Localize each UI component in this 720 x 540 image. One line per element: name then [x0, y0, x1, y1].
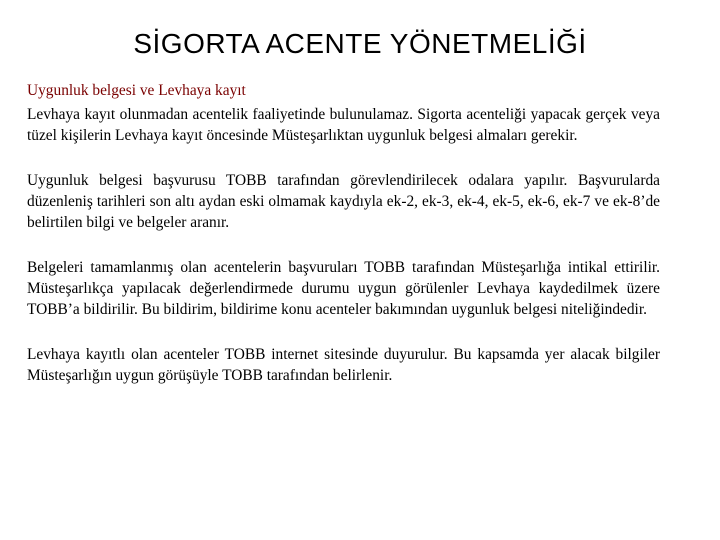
paragraph-4: Levhaya kayıtlı olan acenteler TOBB internet sitesinde duyurulur. Bu kapsamda yer alacak bilgiler Müsteşarlığın uygun görüşüyle TOBB tarafından belirlenir.	[27, 346, 660, 384]
paragraph-1: Levhaya kayıt olunmadan acentelik faaliyetinde bulunulamaz. Sigorta acenteliği yapacak gerçek veya tüzel kişilerin Levhaya kayıt öncesinde Müsteşarlıktan uygunluk belgesi almaları gerekir.	[27, 106, 660, 144]
paragraph-3: Belgeleri tamamlanmış olan acentelerin başvuruları TOBB tarafından Müsteşarlığa intikal ettirilir. Müsteşarlıkça yapılacak değerlendirmede durumu uygun görülenler Levhaya kaydedilmek üzere TOBB’a bildirilir. Bu bildirim, bildirime konu acenteler bakımından uygunluk belgesi niteliğindedir.	[27, 259, 660, 318]
paragraph-2: Uygunluk belgesi başvurusu TOBB tarafından görevlendirilecek odalara yapılır. Başvurularda düzenleniş tarihleri son altı aydan eski olmamak kaydıyla ek-2, ek-3, ek-4, ek-5, ek-6, ek-7 ve ek-8’de belirtilen bilgi ve belgeler aranır.	[27, 172, 660, 231]
slide-title: SİGORTA ACENTE YÖNETMELİĞİ	[133, 28, 587, 59]
section-subheading: Uygunluk belgesi ve Levhaya kayıt	[27, 82, 246, 99]
slide-content	[27, 80, 660, 410]
